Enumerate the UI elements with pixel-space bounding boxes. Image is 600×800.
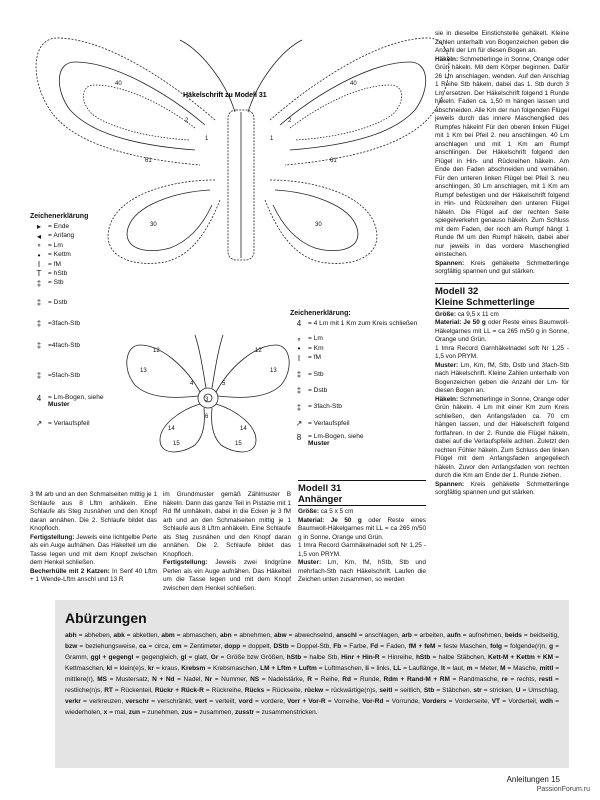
arrow-number: 1 [205,136,209,142]
abbreviation-meaning: = Rückseite, [264,687,305,694]
triple-treble-icon: ‡ [36,319,42,329]
abbreviation-meaning: = Runde, [350,676,384,683]
abbreviation-term: arb [401,632,412,639]
abbreviation-term: lt [441,665,445,672]
half-double-icon: T [36,269,42,279]
abbreviation-meaning: = Nadelstärke, [259,676,308,683]
treble-icon: ‡ [296,386,302,396]
arrow-number: 1 [270,136,274,142]
small-number: 12 [153,348,160,354]
abbreviation-meaning: = Größe bzw Größen, [218,654,287,661]
abbreviation-term: Hinr + Hin-R [341,654,380,661]
abbreviations-box [55,600,569,768]
abbreviation-meaning: = Hinreihe, [379,654,416,661]
paragraph: Lm, Km, fM, hStb, Stb und mehrfach-Stb nach Häkelschrift. Laufen die Zeichen unten zusammen, so werden [298,559,426,583]
text-column-4 [435,30,569,498]
abbreviation-term: verschr [125,698,149,705]
abbreviation-meaning: = Stäbchen, [434,687,474,694]
abbreviation-meaning: = Kettmaschen, [65,654,559,672]
legend-label: = Dstb [48,298,68,306]
paragraph: Schmetterlinge in Sonne, Orange oder Grün häkeln. Mit dem Körper beginnen. Dafür 26 Lm anschlagen, wenden. Auf den Anschlag 1 Reihe Stb häkeln, dabei das 1. Stb durch 3 Lm ersetzen. Der Häkelschrift folgend 1 Runde häkeln. Faden ca. 1,50 m hängen lassen und abschneiden. Alle Km der nun folgenden Flügel jeweils durch das innere Maschenglied des Rumpfes häkeln! Für den oberen linken Flügel mit 1 Km bei Pfeil 2. neu anschlingen. 40 Lm anschlagen und mit 1 Km am Rumpf anschlingen. Der Häkelschrift folgend den Flügel in Hin- und Rückreihen häkeln. Am Ende den Faden abschneiden und vernähen. Für den unteren linken Flügel bei Pfeil 3. neu anschlingen, 30 Lm anschlagen, mit 1 Km am Rumpf befestigen und der Häkelschrift folgend in Hin- und Rückreihen den unteren Flügel häkeln. Die Flügel auf der rechten Seite spiegelverkehrt genauso häkeln. Zum Schluss mit dem Faden, der noch am Rumpf hängt 1 Runde fM um den Rumpf häkeln, dabei aber nur jeweils in das vordere Maschenglied einstechen. [435,55,569,258]
abbreviation-meaning: = stricken, [481,687,516,694]
abbreviation-term: vord [238,698,253,705]
abbreviation-meaning: = Faden, [378,643,409,650]
abbreviation-meaning: = Vorderseite, [446,698,492,705]
abbreviation-term: vert [195,698,207,705]
abbreviations-title: Abürzungen [65,610,147,626]
label-bold: Spannen: [435,480,465,488]
abbreviation-term: hStb [286,654,302,661]
abbreviation-term: Rd [342,676,351,683]
chain-icon: ∘ [36,241,42,251]
abbreviation-term: x [103,709,108,716]
abbreviation-meaning: = kraus, [154,665,182,672]
abbreviation-term: Vor-Rd [362,698,384,705]
small-number: 15 [173,441,180,447]
wing-number: 61 [145,158,152,164]
abbreviation-meaning: = abwechselnd, [286,632,337,639]
abbreviation-meaning: = Masche, [505,665,540,672]
model-32-heading: Modell 32 [435,283,569,297]
label-bold: Größe: [435,310,456,318]
label-bold: Spannen: [435,259,465,267]
small-number: 12 [255,348,262,354]
diagram-title: Häkelschrift zu Modell 31 [183,92,267,99]
abbreviation-term: li [365,665,369,672]
paragraph: Jeweils eine lichtgelbe Perle als ein Auge aufnähen. Das Häkelteil um die Tasse legen und mit dem Knopf zwischen dem Henkel schließen. [30,533,157,566]
abbreviation-term: DStb [273,643,289,650]
abbreviation-term: Nr [204,676,213,683]
ring-icon: 4 [296,319,302,329]
label-bold: Muster: [435,361,459,369]
abbreviation-meaning: = Umschlag, [520,687,559,694]
legend-model-32 [290,310,430,449]
paragraph: Kreis gehäkelte Schmetterlinge sorgfältig spannen und gut stärken. [435,480,569,496]
abbreviation-meaning: = Rückenteil, [112,687,155,694]
small-number: 5 [222,381,226,387]
watermark: PassionForum.ru [536,786,590,793]
abbreviation-meaning: = Vorrunde, [383,698,423,705]
paragraph: oder Reste eines Baumwoll-Häkelgarnes mit LL = ca 265 m/50 g in Sonne, Orange und Grün. [298,516,427,541]
abbreviation-term: LM + Lftm + Luftm [260,665,317,672]
label-bold: Häkeln: [435,55,459,63]
abbreviation-meaning: = Rückreihe, [203,687,245,694]
abbreviation-term: dopp [224,643,241,650]
wing-number: 61 [330,158,337,164]
text-column-2 [163,491,291,593]
paragraph: Schmetterlinge in Sonne, Orange oder Grün häkeln. 4 Lm mit einer Km zum Kreis schließen, den Anfangsfaden ca. 70 cm hängen lassen, und der Häkelschrift folgend fortfahren. In der 2. Runde die Flügel häkeln, dabei auf die Verlaufspfeile achten. Zuletzt den rechten Fühler häkeln. Zum Schluss den linken Flügel mit dem Anfangsfaden angegeliech häkeln. Zuvor den Anfangsfaden von rechten durch die Km am Ende der 1. Runde ziehen. [435,395,569,479]
legend-label: = Dstb [308,387,328,395]
legend-label: = Lm [308,335,323,343]
legend-muster-label: Muster [48,400,70,408]
abbreviation-term: abk [113,632,125,639]
abbreviation-term: re [501,676,508,683]
abbreviation-term: beids [504,632,522,639]
abbreviation-term: Krebsm [181,665,206,672]
wing-number: 40 [115,81,122,87]
legend-title: Zeichenerklärung: [290,310,351,317]
abbreviation-term: U [515,687,521,694]
abbreviation-meaning: = Reihe, [311,676,343,683]
chain-arc-icon: 8 [296,433,302,443]
label-bold: Becherhülle mit 2 Katzen: [30,567,110,575]
legend-label: = fM [308,354,322,362]
abbreviation-meaning: = Meter, [472,665,501,672]
label-bold: Material: Je 50 g [298,516,362,524]
legend-label: = Kettm [48,251,71,259]
abbreviation-meaning: = rückwärtige(n)s, [323,687,380,694]
abbreviation-term: abn [219,632,232,639]
abbreviation-meaning: = gegengleich, [133,654,181,661]
abbreviations-text [65,630,559,718]
legend-label: = Lm-Bogen, siehe [308,433,364,441]
abbreviation-meaning: = Zentimeter, [181,643,225,650]
double-crochet-icon: ‡ [296,369,302,379]
abbreviation-meaning: = mal, [107,709,129,716]
abbreviation-meaning: = verteilt, [206,698,239,705]
abbreviation-meaning: = zusammen, [192,709,236,716]
legend-label: = Lm-Bogen, siehe [48,393,104,401]
abbreviation-term: Kett-M + Kettm + KM [488,654,554,661]
abbreviation-meaning: = rechts, [507,676,539,683]
abbreviation-term: Fb [333,643,342,650]
abbreviation-meaning: = aufnehmen, [460,632,505,639]
abbreviation-meaning: = circa, [146,643,173,650]
abbreviation-meaning: = Farbe, [341,643,371,650]
abbreviation-meaning: = abnehmen, [231,632,274,639]
abbreviation-term: abm [161,632,175,639]
paragraph: ca 9,5 x 11 cm [455,310,499,318]
abbreviation-term: R [307,676,312,683]
legend-label: = hStb [48,270,68,278]
abbreviation-meaning: = verschränkt, [149,698,196,705]
abbreviation-meaning: = wiederholen, [65,698,559,716]
wing-number: 40 [350,81,357,87]
legend-muster-label: Muster [308,440,330,448]
abbreviation-term: mittl [539,665,554,672]
paragraph: In Senf 40 Lftm + 1 Wende-Lftm anschl und 13 R [30,567,157,583]
model-32-subtitle: Kleine Schmetterlinge [435,297,569,309]
abbreviation-term: VT [491,698,501,705]
abbreviation-meaning: = verkreuzen, [80,698,126,705]
abbreviation-term: seitl [379,687,393,694]
abbreviation-term: Rückr + Rück-R [154,687,204,694]
abbreviation-term: N + Nd [152,676,175,683]
abbreviation-term: Vorr + Vor-R [287,698,326,705]
label-bold: Fertigstellung: [163,559,208,566]
direction-arrow-icon: ↗ [35,419,43,429]
legend-label: = fM [48,260,62,268]
abbreviation-meaning: = zusammenstricken. [254,709,318,716]
legend-label: = Anfang [48,232,75,240]
small-number: 14 [240,426,247,432]
quad-treble-icon: ‡ [36,340,42,350]
abbreviation-term: verkr [65,698,81,705]
abbreviation-meaning: = doppelt, [240,643,274,650]
abbreviation-meaning: = Luftmaschen, [316,665,366,672]
abbreviation-term: gl [180,654,187,661]
page-number: 15 [551,775,560,784]
label-bold: Material: Je 50 g [435,319,486,326]
abbreviation-meaning: = abheben, [76,632,114,639]
abbreviation-meaning: = Gramm, [65,643,560,661]
abbreviation-term: restl [538,676,553,683]
model-31-heading: Modell 31 [298,480,426,494]
paragraph: ca 5 x 5 cm [318,508,354,515]
abbreviation-term: hStb [415,654,431,661]
abbreviation-term: ggl + gegengl [90,654,134,661]
abbreviation-term: folg [490,643,503,650]
arrow-number: 2 [288,118,292,124]
start-icon: ◂ [36,231,41,241]
abbreviation-meaning: = Doppel-Stb, [288,643,334,650]
abbreviation-term: str [473,687,482,694]
abbreviation-term: Vorders [422,698,447,705]
abbreviation-meaning: = klein(e)s, [112,665,148,672]
small-number: 6 [205,414,209,420]
legend-label: = Stb [308,370,324,378]
abbreviation-meaning: = arbeiten, [411,632,447,639]
small-number: 13 [140,368,147,374]
abbreviation-term: Rücks [244,687,265,694]
legend-label: =4fach-Stb [48,341,81,349]
legend-label: = Lm [48,241,63,249]
abbreviation-term: MS [97,676,107,683]
abbreviation-meaning: = abketten, [124,632,162,639]
legend-label: =5fach-Stb [48,371,81,379]
abbreviation-term: zusstr [235,709,255,716]
abbreviation-term: rückw [304,687,324,694]
text-column-1 [30,491,157,585]
abbreviation-meaning: = Randmasche, [449,676,502,683]
arrow-number: 2 [185,118,189,124]
end-icon: ▸ [36,222,41,232]
abbreviation-meaning: = glatt, [186,654,211,661]
abbreviation-term: ca [139,643,147,650]
chain-arc-icon: 4 [36,393,42,403]
quint-treble-icon: ‡ [36,371,42,381]
slip-stitch-icon: • [37,250,41,260]
abbreviation-term: NS [250,676,260,683]
legend-label: = 4 Lm mit 1 Km zum Kreis schließen [308,320,418,328]
paragraph: sie in dieselbe Einstichstelle gehäkelt. Kleine Zahlen unterhalb von Bogenzeichen geben die Anzahl der Lm für diesen Bogen an. [435,30,569,54]
legend-label: = Ende [48,223,70,231]
abbreviation-meaning: = mittlere(r), [65,665,559,683]
page-footer [507,775,560,784]
abbreviation-term: zus [181,709,193,716]
slip-stitch-icon: • [297,344,301,354]
label-bold: Fertigstellung: [30,533,75,541]
abbreviation-term: aufn [447,632,461,639]
wing-number: 30 [315,222,322,228]
paragraph: 1 Imra Record Garnhäkelnadel soft Nr 1,25 - 1,5 von PRYM. [435,344,569,360]
abbreviation-meaning: = links, [368,665,394,672]
abbreviation-meaning: = beziehungsweise, [77,643,140,650]
small-number: 13 [270,368,277,374]
paragraph: Kreis gehäkelte Schmetterlinge sorgfältig spannen und gut stärken. [435,259,569,275]
abbreviation-term: cm [172,643,182,650]
legend-label: = 3fach-Stb [308,403,342,411]
wing-number: 30 [150,222,157,228]
abbreviation-meaning: = anschlagen, [356,632,402,639]
abbreviation-term: g [549,643,554,650]
chain-icon: ∘ [296,334,302,344]
abbreviation-meaning: = Vorderteil, [500,698,540,705]
abbreviation-term: kr [147,665,155,672]
text-column-3 [298,480,426,585]
abbreviation-term: wdh [539,698,553,705]
abbreviation-meaning: = Krebsmaschen, [205,665,261,672]
paragraph: oder Reste eines Baumwoll-Häkelgarnes mit LL = ca 265 m/50 g in Sonne, Orange und Grün. [435,319,569,343]
abbreviation-term: anschl [336,632,357,639]
small-number: 4 [190,381,194,387]
abbreviation-term: fM + feM [408,643,436,650]
abbreviation-term: LL [393,665,402,672]
single-crochet-icon: I [297,353,301,363]
small-number: 3 [205,397,209,403]
abbreviation-meaning: = feste Maschen, [435,643,491,650]
abbreviation-meaning: = Lauflänge, [401,665,442,672]
abbreviation-term: abw [273,632,287,639]
direction-arrow-icon: ↗ [295,419,303,429]
abbreviation-meaning: = abmaschen, [174,632,220,639]
footer-label: Anleitungen [506,775,549,784]
paragraph: Lm, Km, fM, Stb, Dstb und 3fach-Stb nach Häkelschrift. Kleine Zahlen unterhalb von Bogenzeichen geben die Anzahl der Lm- für diesen Bogen an. [435,361,569,394]
abbreviation-term: Fd [370,643,379,650]
legend-title: Zeichenerklärung [30,213,89,220]
small-number: 15 [235,441,242,447]
paragraph: Jeweils zwei lindgrüne Perlen als ein Auge aufnähen. Das Häkelteil um die Tasse legen und mit dem Knopf zwischen dem Henkel schließen. [163,559,291,592]
abbreviation-term: Rdm + Rand-M + RM [383,676,450,683]
abbreviation-term: zun [128,709,140,716]
abbreviation-meaning: = folgende(r)n, [502,643,550,650]
paragraph: 1 Imra Record Garnhäkelnadel soft Nr 1,25 - 1,5 von PRYM. [298,542,426,558]
abbreviation-meaning: = laut, [445,665,467,672]
legend-label: = Verlaufspfeil [308,419,350,427]
abbreviation-meaning: = halbe Stb, [301,654,342,661]
single-crochet-icon: I [37,259,41,269]
abbreviation-meaning: = Vorreihe, [325,698,363,705]
legend-label: =3fach-Stb [48,320,81,328]
treble-icon: ‡ [36,298,42,308]
abbreviation-term: m [466,665,473,672]
paragraph: im Grundmuster gemäß Zählmuster B häkeln. Dann das ganze Teil in Pistazie mit 1 Rd fM umhäkeln, dabei in die Ecken je 3 fM arb und an den Schmalseiten mittig je 1 Schlaufe aus 8 Lftm anhäkeln. Eine Schlaufe als Steg zusnähen und den Knopf daran annähen. Die 2. Schlaufe bildet das Knopfloch. [163,491,291,558]
legend-label: = Stb [48,279,64,287]
label-bold: Muster: [298,559,322,566]
abbreviation-meaning: = vordere, [252,698,288,705]
abbreviation-meaning: = Mustersatz, [106,676,153,683]
abbreviation-meaning: = halbe Stäbchen, [430,654,489,661]
legend-model-31 [30,213,140,430]
label-bold: Größe: [298,508,319,515]
abbreviation-term: M [500,665,506,672]
small-number: 14 [168,426,175,432]
label-bold: Häkeln: [435,395,459,403]
abbreviation-meaning: = restliche(n)s, [65,676,559,694]
abbreviation-term: Stb [423,687,435,694]
paragraph: 3 fM arb und an den Schmalseiten mittig je 1 Schlaufe aus 8 Lftm anhäkeln. Eine Schlaufe als Steg zusnähen und den Knopf daran annähen. Die 2. Schlaufe bildet das Knopfloch. [30,491,157,532]
abbreviation-term: bzw [65,643,78,650]
abbreviation-meaning: = Nadel, [174,676,205,683]
abbreviation-term: RT [104,687,113,694]
legend-label: = Km [308,344,324,352]
abbreviation-meaning: = Nummer, [212,676,251,683]
abbreviation-term: abh [65,632,77,639]
abbreviation-term: Gr [210,654,219,661]
double-crochet-icon: ‡ [36,278,42,288]
abbreviation-meaning: = seitlich, [392,687,424,694]
legend-label: = Verlaufspfeil [48,420,90,428]
abbreviation-meaning: = zunehmen, [140,709,182,716]
model-31-subtitle: Anhänger [298,494,426,506]
abbreviation-term: kl [106,665,113,672]
abbreviation-meaning: = beidseitig, [521,632,560,639]
triple-treble-icon: ‡ [296,402,302,412]
